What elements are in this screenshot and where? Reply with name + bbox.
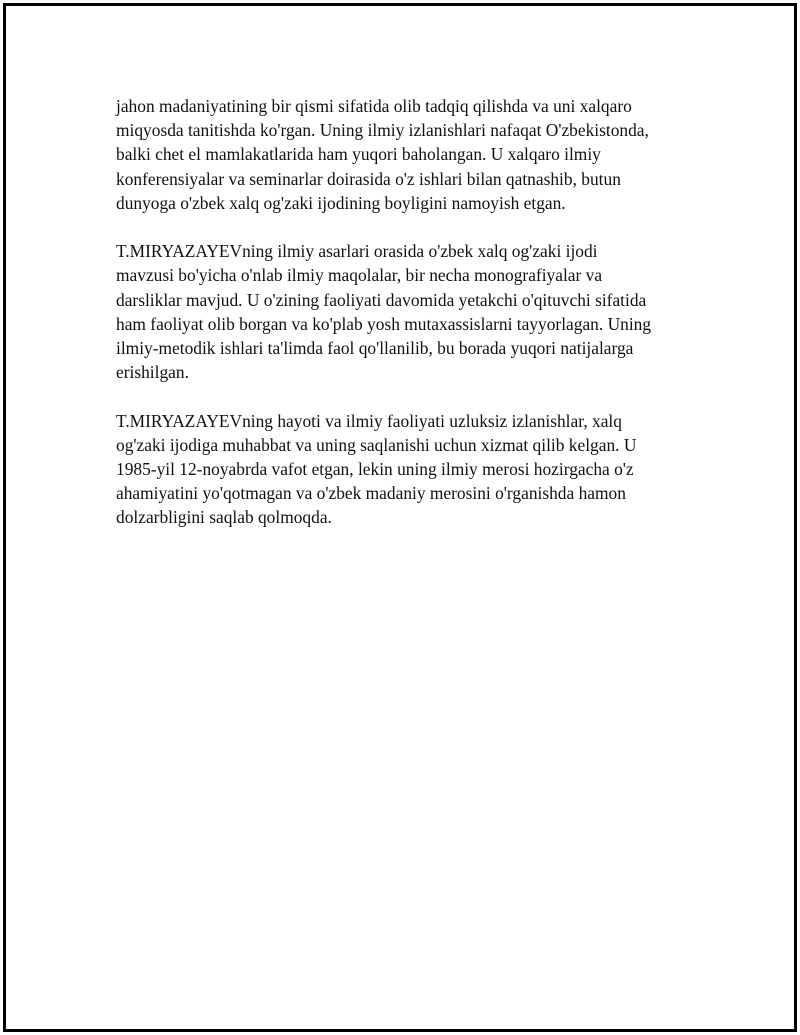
text-line: ham faoliyat olib borgan va ko'plab yosh mutaxassislarni tayyorlagan. Uning	[116, 313, 652, 334]
text-line: T.MIRYAZAYEVning ilmiy asarlari orasida o'zbek xalq og'zaki ijodi	[116, 241, 598, 262]
text-line: konferensiyalar va seminarlar doirasida o'z ishlari bilan qatnashib, butun	[116, 168, 621, 189]
text-line: T.MIRYAZAYEVning hayoti va ilmiy faoliyati uzluksiz izlanishlar, xalq	[116, 410, 622, 431]
text-line: og'zaki ijodiga muhabbat va uning saqlanishi uchun xizmat qilib kelgan. U	[116, 434, 637, 455]
text-line: 1985-yil 12-noyabrda vafot etgan, lekin uning ilmiy merosi hozirgacha o'z	[116, 459, 634, 480]
paragraph-1	[116, 94, 706, 215]
paragraph-2	[116, 239, 706, 384]
text-line: erishilgan.	[116, 362, 189, 383]
text-line: ilmiy-metodik ishlari ta'limda faol qo'llanilib, bu borada yuqori natijalarga	[116, 338, 634, 359]
text-line: balki chet el mamlakatlarida ham yuqori baholangan. U xalqaro ilmiy	[116, 144, 601, 165]
text-line: miqyosda tanitishda ko'rgan. Uning ilmiy izlanishlari nafaqat O'zbekistonda,	[116, 120, 649, 141]
text-line: jahon madaniyatining bir qismi sifatida olib tadqiq qilishda va uni xalqaro	[116, 96, 632, 116]
document-body	[116, 94, 706, 554]
paragraph-3	[116, 409, 706, 530]
text-line: ahamiyatini yo'qotmagan va o'zbek madaniy merosini o'rganishda hamon	[116, 483, 626, 504]
text-line: mavzusi bo'yicha o'nlab ilmiy maqolalar, bir necha monografiyalar va	[116, 265, 603, 286]
text-line: darsliklar mavjud. U o'zining faoliyati davomida yetakchi o'qituvchi sifatida	[116, 289, 647, 310]
text-line: dolzarbligini saqlab qolmoqda.	[116, 507, 332, 528]
text-line: dunyoga o'zbek xalq og'zaki ijodining boyligini namoyish etgan.	[116, 192, 566, 213]
